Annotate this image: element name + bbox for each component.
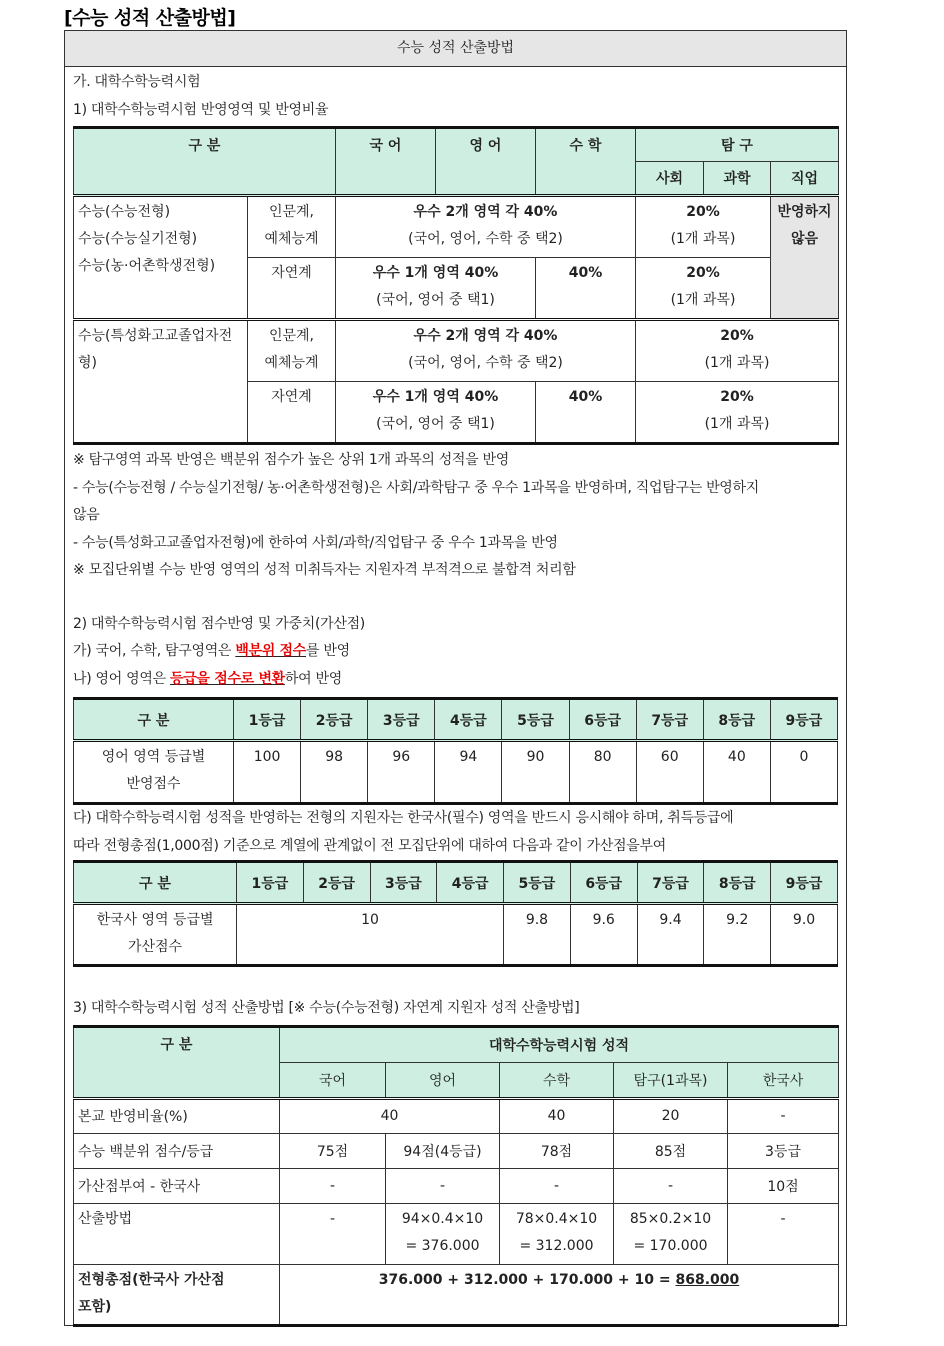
section-2-ga: 가) 국어, 수학, 탐구영역은 백분위 점수를 반영: [73, 643, 350, 659]
header-vocational: 직업: [771, 162, 839, 196]
english-row-label: 영어 영역 등급별 반영점수: [74, 741, 234, 803]
calculation-table: 구 분 대학수학능력시험 성적 국어 영어 수학 탐구(1과목) 한국사 본교 반영비율(%) 40 40 20 - 수능 백분위 점수/등급 75점 94점(4등급) 78점 85점 3등급 가산점부여 - 한국사 - - - - 10점 산출방법 - 94×0.4×10 = 376.000 78×0.4×10 = 312.000 85×0.2×10 = 170.000 - 전형총점(한국사 가산점 포함) 376.000 + 312.000 + 170.000 + 10 = 868.000: [73, 1025, 839, 1327]
note: 않음: [73, 507, 100, 523]
group1-humanities-tamgu: 20% (1개 과목): [636, 196, 771, 258]
score-cell: 90: [502, 741, 569, 803]
group1-label: 수능(수능전형) 수능(수능실기전형) 수능(농·어촌학생전형): [74, 196, 248, 320]
score-cell: 96: [368, 741, 435, 803]
score-cell: 9.2: [704, 904, 771, 966]
section-1-notes: [73, 447, 838, 585]
header-gubun: 구 분: [74, 699, 234, 741]
frame-title: 수능 성적 산출방법: [65, 31, 846, 67]
group1-humanities-main: 우수 2개 영역 각 40% (국어, 영어, 수학 중 택2): [336, 196, 636, 258]
row-label-ratio: 본교 반영비율(%): [74, 1098, 280, 1133]
header-subject: 탐구(1과목): [614, 1062, 728, 1098]
score-cell-1to4: 10: [237, 904, 504, 966]
score-cell: 80: [569, 741, 636, 803]
section-2-da: 다) 대학수학능력시험 성적을 반영하는 전형의 지원자는 한국사(필수) 영역을 반드시 응시해야 하며, 취득등급에 따라 전형총점(1,000점) 기준으로 계열에 관계없이 전 모집단위에 대하여 다음과 같이 가산점을부여: [73, 802, 838, 860]
header-gubun: 구 분: [74, 128, 336, 196]
group1-vocational: 반영하지 않음: [771, 196, 839, 320]
score-cell: 9.8: [504, 904, 571, 966]
row-label-method: 산출방법: [74, 1203, 280, 1264]
score-cell: 40: [703, 741, 770, 803]
section-3-title: 3) 대학수학능력시험 성적 산출방법 [※ 수능(수능전형) 자연계 지원자 성적 산출방법]: [73, 1000, 580, 1016]
group2-humanities-main: 우수 2개 영역 각 40% (국어, 영어, 수학 중 택2): [336, 320, 636, 382]
header-science: 과학: [704, 162, 771, 196]
score-cell: 9.6: [570, 904, 637, 966]
header-gubun: 구 분: [74, 862, 237, 904]
page-heading: [수능 성적 산출방법]: [64, 7, 236, 29]
row-label-total: 전형총점(한국사 가산점 포함): [74, 1264, 280, 1325]
header-grade: 9등급: [771, 862, 838, 904]
score-cell: 0: [770, 741, 837, 803]
score-cell: 94: [435, 741, 502, 803]
group2-track-science: 자연계: [248, 382, 336, 444]
score-cell: 60: [636, 741, 703, 803]
emphasis-percentile: 백분위 점수: [235, 643, 307, 659]
history-row-label: 한국사 영역 등급별 가산점수: [74, 904, 237, 966]
method-english: 94×0.4×10 = 376.000: [386, 1203, 500, 1264]
group2-science-main: 우수 1개 영역 40% (국어, 영어 중 택1): [336, 382, 536, 444]
header-social: 사회: [636, 162, 704, 196]
group2-science-tamgu: 20% (1개 과목): [636, 382, 839, 444]
header-korean: 국 어: [336, 128, 436, 196]
header-tamgu: 탐 구: [636, 128, 839, 162]
header-grade: 5등급: [504, 862, 571, 904]
group1-track-humanities: 인문계, 예체능계: [248, 196, 336, 258]
header-subject: 국어: [280, 1062, 386, 1098]
group1-science-tamgu: 20% (1개 과목): [636, 258, 771, 320]
score-cell: 9.4: [637, 904, 704, 966]
header-grade: 1등급: [234, 699, 301, 741]
header-grade: 4등급: [435, 699, 502, 741]
score-cell: 100: [234, 741, 301, 803]
header-subject: 한국사: [728, 1062, 839, 1098]
method-tamgu: 85×0.2×10 = 170.000: [614, 1203, 728, 1264]
row-label-score: 수능 백분위 점수/등급: [74, 1133, 280, 1168]
section-ga-title: 가. 대학수학능력시험: [73, 74, 201, 90]
score-method-frame: [64, 30, 847, 1326]
group1-science-main: 우수 1개 영역 40% (국어, 영어 중 택1): [336, 258, 536, 320]
total-result: 868.000: [675, 1271, 740, 1288]
group2-humanities-tamgu: 20% (1개 과목): [636, 320, 839, 382]
group2-science-math: 40%: [536, 382, 636, 444]
header-subject: 수학: [500, 1062, 614, 1098]
header-grade: 3등급: [368, 699, 435, 741]
header-english: 영 어: [436, 128, 536, 196]
total-formula: 376.000 + 312.000 + 170.000 + 10 = 868.000: [280, 1264, 839, 1325]
header-grade: 6등급: [570, 862, 637, 904]
header-grade: 9등급: [770, 699, 837, 741]
header-grade: 8등급: [704, 862, 771, 904]
note: - 수능(수능전형 / 수능실기전형/ 농·어촌학생전형)은 사회/과학탐구 중 우수 1과목을 반영하며, 직업탐구는 반영하지: [73, 479, 759, 496]
header-grade: 5등급: [502, 699, 569, 741]
header-grade: 3등급: [370, 862, 437, 904]
section-1-title: 1) 대학수학능력시험 반영영역 및 반영비율: [73, 101, 329, 118]
header-grade: 6등급: [569, 699, 636, 741]
header-group: 대학수학능력시험 성적: [280, 1026, 839, 1062]
group1-track-science: 자연계: [248, 258, 336, 320]
history-bonus-table: [73, 860, 838, 967]
note: - 수능(특성화고교졸업자전형)에 한하여 사회/과학/직업탐구 중 우수 1과목을 반영: [73, 534, 558, 551]
header-gubun: 구 분: [74, 1026, 280, 1098]
row-label-bonus: 가산점부여 - 한국사: [74, 1168, 280, 1203]
score-cell: 9.0: [771, 904, 838, 966]
section-2-title: 2) 대학수학능력시험 점수반영 및 가중치(가산점): [73, 615, 365, 632]
header-grade: 2등급: [303, 862, 370, 904]
header-grade: 2등급: [301, 699, 368, 741]
score-cell: 98: [301, 741, 368, 803]
header-subject: 영어: [386, 1062, 500, 1098]
group1-science-math: 40%: [536, 258, 636, 320]
reflection-ratio-table: [73, 126, 839, 445]
section-2-na: 나) 영어 영역은 등급을 점수로 변환하여 반영: [73, 670, 342, 687]
note: ※ 모집단위별 수능 반영 영역의 성적 미취득자는 지원자격 부적격으로 불합격 처리함: [73, 562, 576, 578]
group2-label: 수능(특성화고교졸업자전 형): [74, 320, 248, 444]
header-grade: 8등급: [703, 699, 770, 741]
header-grade: 4등급: [437, 862, 504, 904]
english-grade-table: [73, 697, 838, 803]
header-grade: 1등급: [237, 862, 304, 904]
group2-track-humanities: 인문계, 예체능계: [248, 320, 336, 382]
emphasis-grade-conversion: 등급을 점수로 변환: [169, 670, 285, 687]
content: [65, 69, 846, 1327]
note: ※ 탐구영역 과목 반영은 백분위 점수가 높은 상위 1개 과목의 성적을 반영: [73, 452, 509, 468]
header-grade: 7등급: [636, 699, 703, 741]
header-grade: 7등급: [637, 862, 704, 904]
header-math: 수 학: [536, 128, 636, 196]
method-math: 78×0.4×10 = 312.000: [500, 1203, 614, 1264]
